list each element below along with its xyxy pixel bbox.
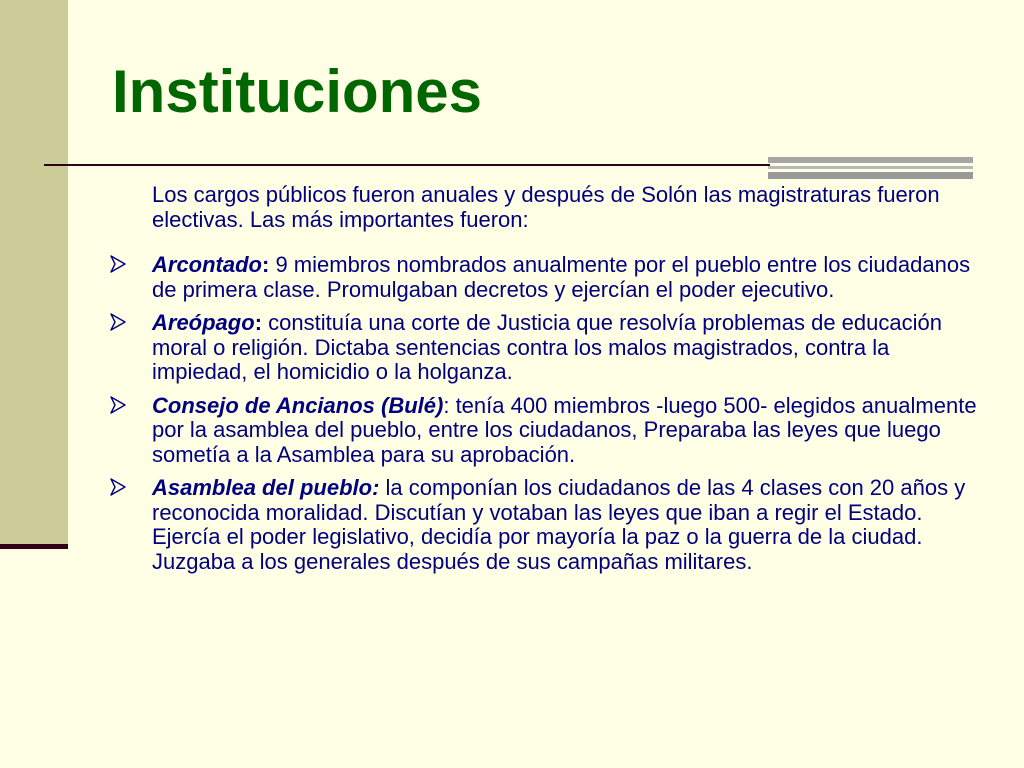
slide-title: Instituciones	[112, 58, 483, 125]
list-item	[110, 394, 980, 468]
decorative-bar	[768, 157, 973, 163]
item-text: tenía 400 miembros -luego 500- elegidos anualmente por la asamblea del pueblo, entre los ciudadanos, Preparaba las leyes que luego sometía a la Asamblea para su aprobación.	[152, 392, 977, 467]
arrowhead-bullet-icon	[110, 396, 126, 414]
decorative-bar	[768, 166, 973, 169]
item-separator: :	[254, 310, 263, 335]
left-band-rule	[0, 544, 68, 549]
list-item	[110, 253, 980, 302]
title-underline	[44, 164, 770, 166]
arrowhead-bullet-icon	[110, 255, 126, 273]
bullet-list	[110, 253, 980, 574]
decorative-bar	[768, 172, 973, 179]
item-term: Asamblea del pueblo	[152, 475, 373, 500]
item-term: Arcontado	[152, 252, 262, 277]
item-text: la componían los ciudadanos de las 4 clases con 20 años y reconocida moralidad. Discutían y votaban las leyes que iban a regir el Estado. Ejercía el poder legislativo, decidía por mayoría la paz o la guerra de la ciudad. Juzgaba a los generales después de sus campañas militares.	[152, 475, 966, 574]
list-item	[110, 476, 980, 574]
left-decorative-band	[0, 0, 68, 546]
arrowhead-bullet-icon	[110, 313, 126, 331]
item-text: 9 miembros nombrados anualmente por el pueblo entre los ciudadanos de primera clase. Promulgaban decretos y ejercían el poder ejecutivo.	[152, 252, 971, 302]
slide-body	[110, 183, 980, 583]
intro-paragraph: Los cargos públicos fueron anuales y después de Solón las magistraturas fueron electivas. Las más importantes fueron:	[152, 182, 940, 232]
list-item	[110, 311, 980, 385]
item-separator: :	[443, 392, 450, 418]
item-separator: :	[262, 252, 270, 277]
arrowhead-bullet-icon	[110, 478, 126, 496]
item-text: constituía una corte de Justicia que resolvía problemas de educación moral o religión. Dictaba sentencias contra los malos magistrados, contra la impiedad, el homicidio o la holganza.	[152, 310, 942, 384]
item-separator: :	[372, 475, 380, 500]
item-term: Consejo de Ancianos (Bulé)	[152, 392, 444, 418]
item-term: Areópago	[152, 310, 255, 335]
